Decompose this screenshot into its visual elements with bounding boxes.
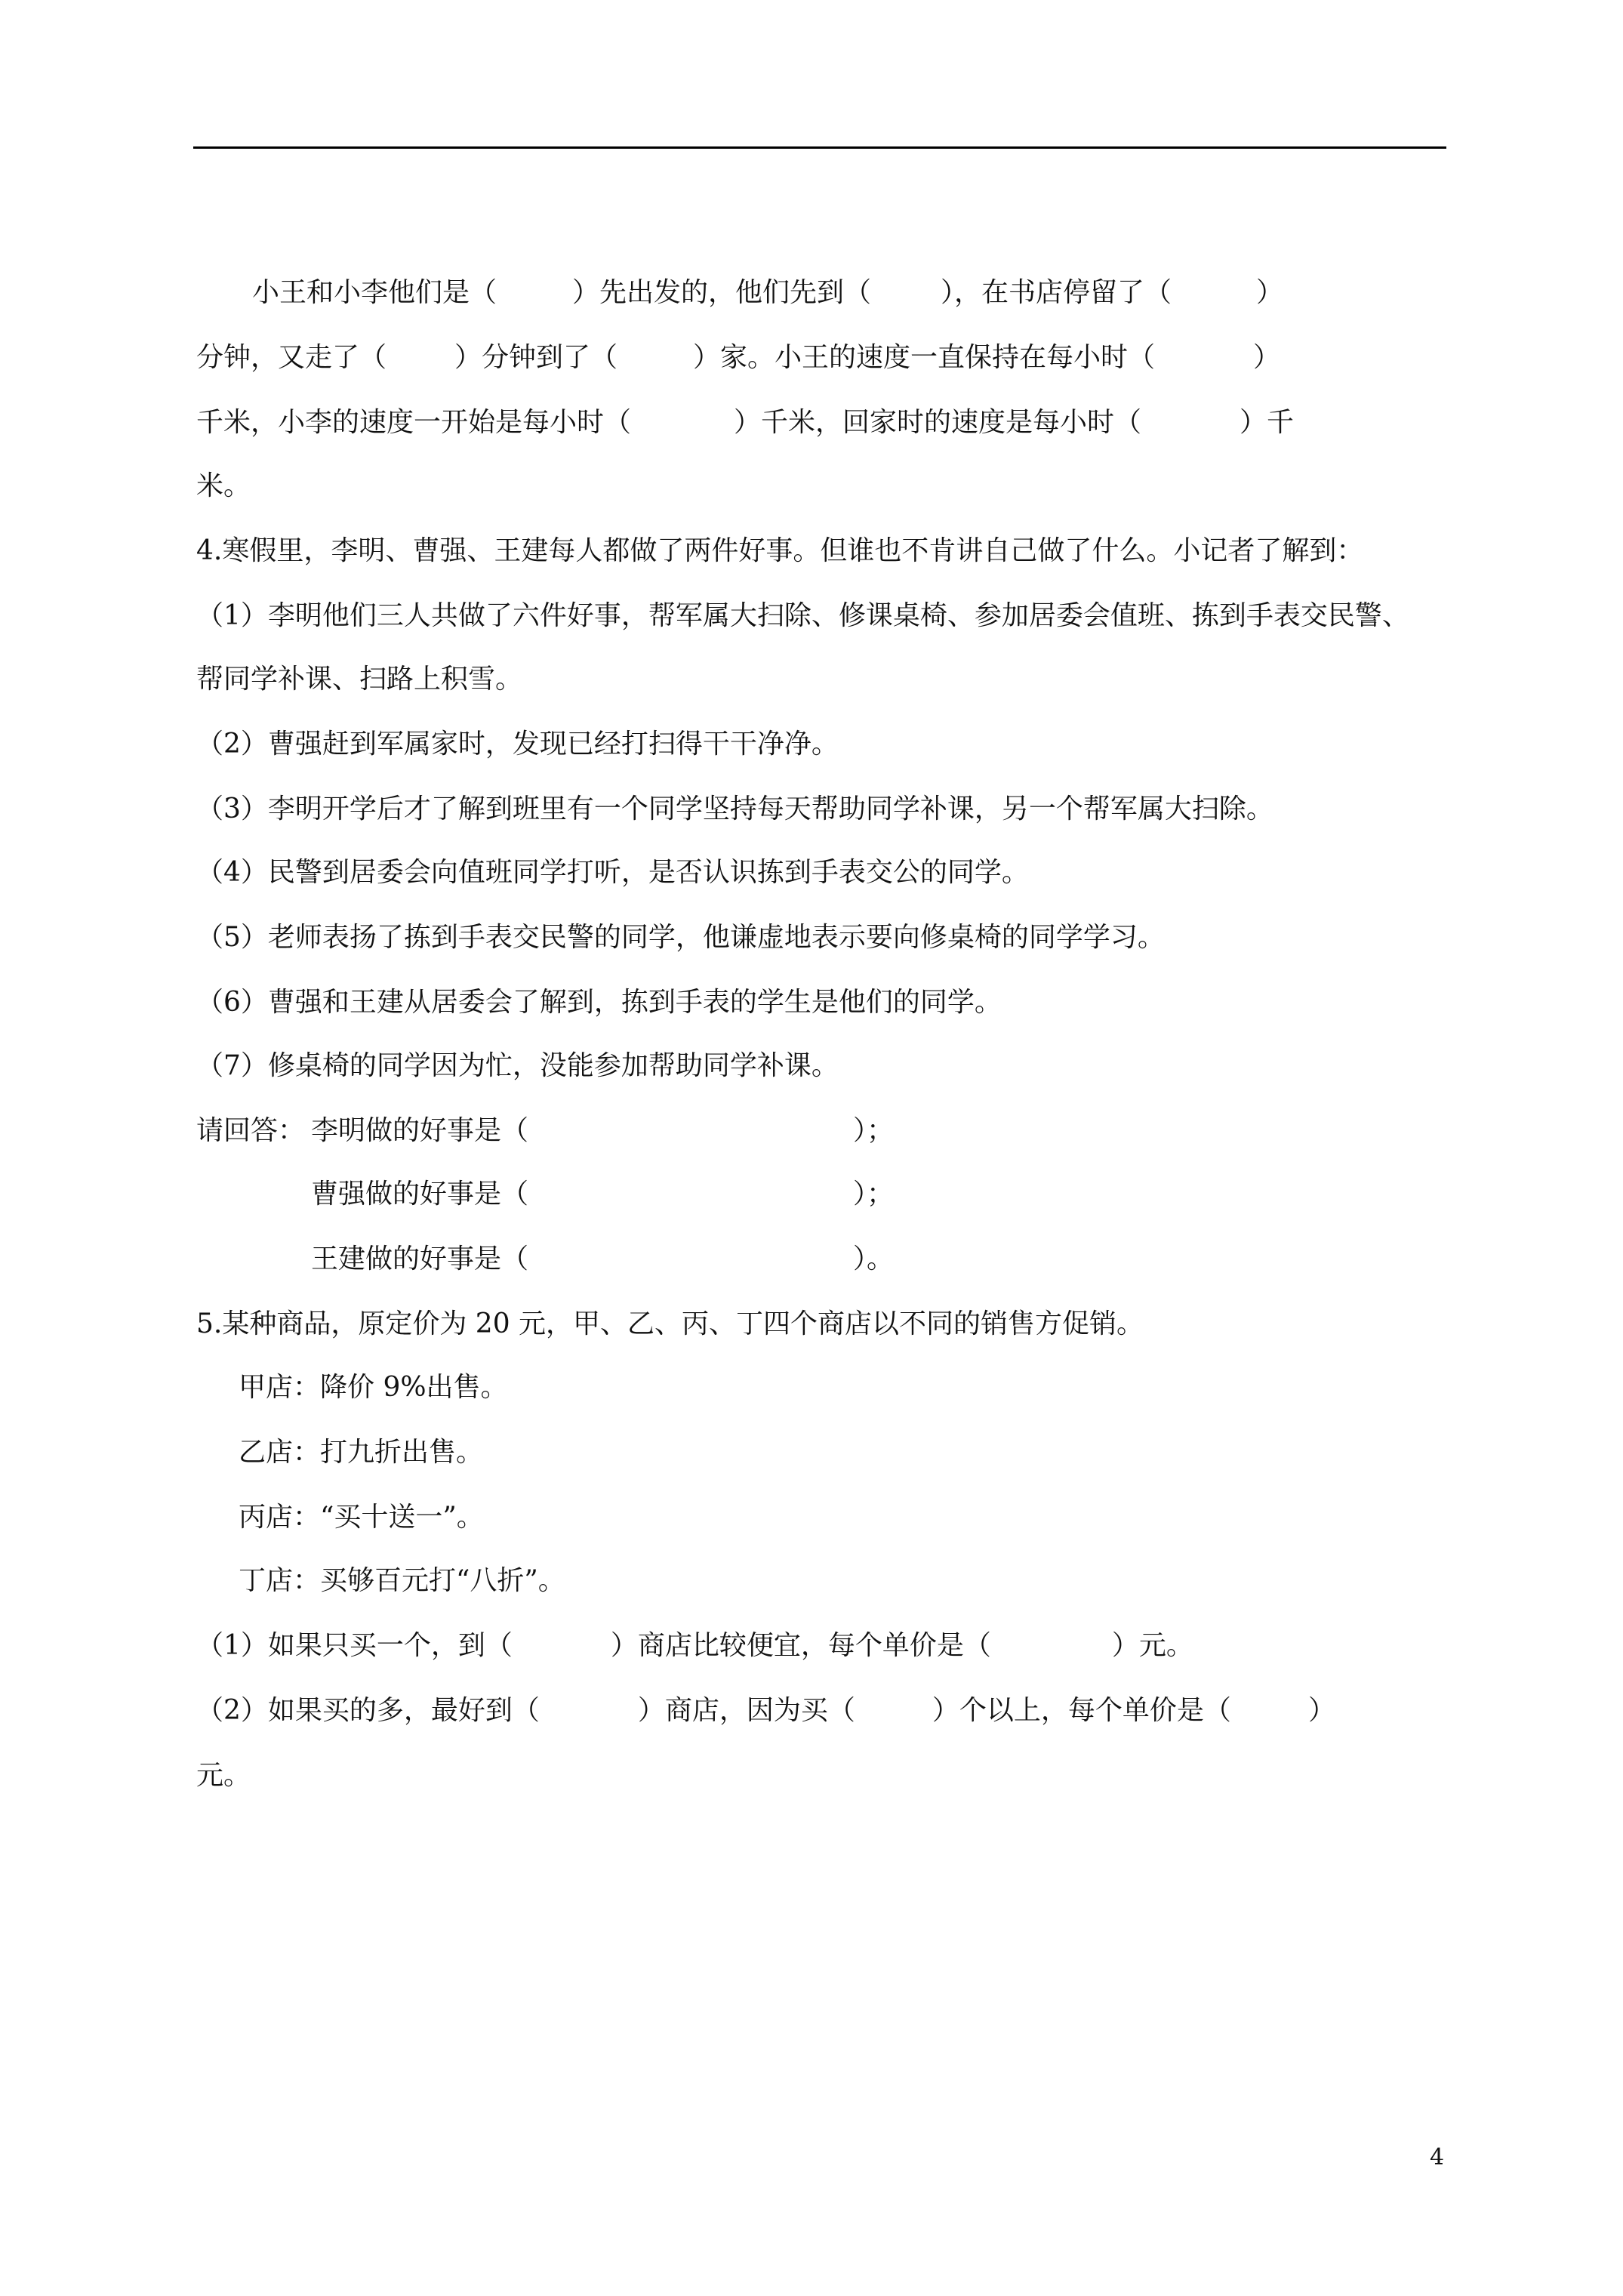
q3-line-1 xyxy=(252,276,1283,310)
q3-text: 千米，小李的速度一开始是每小时（ xyxy=(196,407,632,438)
q5-title: 5.某种商品，原定价为 20 元，甲、乙、丙、丁四个商店以不同的销售方促销。 xyxy=(196,1308,1144,1339)
q4-clue-1b: 帮同学补课、扫路上积雪。 xyxy=(196,664,523,695)
q4-clue-6: （6）曹强和王建从居委会了解到，拣到手表的学生是他们的同学。 xyxy=(196,987,1002,1018)
q3-text: 分钟，又走了（ xyxy=(196,342,387,373)
q4-answer-3 xyxy=(311,1243,894,1276)
q5-text: ）商店比较便宜，每个单价是（ xyxy=(610,1630,991,1661)
q4-clue-1a: （1）李明他们三人共做了六件好事，帮军属大扫除、修课桌椅、参加居委会值班、拣到手表交民警、 xyxy=(196,600,1409,631)
q4-answer-text: 王建做的好事是（ xyxy=(311,1244,529,1274)
q3-text: ）分钟到了（ xyxy=(454,342,618,373)
q4-title: 4.寒假里，李明、曹强、王建每人都做了两件好事。但谁也不肯讲自己做了什么。小记者了解到： xyxy=(196,535,1364,566)
q3-text: ） xyxy=(1253,342,1281,373)
page-number: 4 xyxy=(1430,2144,1445,2171)
q3-line-4: 米。 xyxy=(196,470,251,501)
q3-text: ）千米，回家时的速度是每小时（ xyxy=(734,407,1142,438)
q4-clue-4: （4）民警到居委会向值班同学打听，是否认识拣到手表交公的同学。 xyxy=(196,857,1029,888)
q5-text: （2）如果买的多，最好到（ xyxy=(196,1695,540,1726)
q4-answer-1 xyxy=(311,1114,894,1148)
q4-clue-3: （3）李明开学后才了解到班里有一个同学坚持每天帮助同学补课，另一个帮军属大扫除。 xyxy=(196,794,1273,824)
q4-answer-text: 李明做的好事是（ xyxy=(311,1115,529,1146)
q5-text: ）个以上，每个单价是（ xyxy=(932,1695,1231,1726)
q5-text: （1）如果只买一个，到（ xyxy=(196,1630,513,1661)
q4-clue-2: （2）曹强赶到军属家时，发现已经打扫得干干净净。 xyxy=(196,729,839,760)
header-rule xyxy=(193,146,1446,149)
q5-store-1: 甲店：降价 9%出售。 xyxy=(239,1372,508,1403)
q3-line-3 xyxy=(196,406,1294,439)
q4-answer-label: 请回答： xyxy=(196,1115,306,1146)
q3-text: ），在书店停留了（ xyxy=(941,277,1172,308)
q5-text: ）元。 xyxy=(1111,1630,1193,1661)
q3-text: 小王和小李他们是（ xyxy=(252,277,497,308)
q5-store-4: 丁店：买够百元打“八折”。 xyxy=(239,1565,565,1596)
q3-line-2 xyxy=(196,341,1280,374)
q4-answer-text: ）； xyxy=(853,1179,895,1210)
q5-store-2: 乙店：打九折出售。 xyxy=(239,1437,484,1468)
q4-clue-7: （7）修桌椅的同学因为忙，没能参加帮助同学补课。 xyxy=(196,1050,839,1081)
q5-text: ）商店，因为买（ xyxy=(637,1695,855,1726)
q4-clue-5: （5）老师表扬了拣到手表交民警的同学，他谦虚地表示要向修桌椅的同学学习。 xyxy=(196,922,1165,953)
q3-text: ）家。小王的速度一直保持在每小时（ xyxy=(693,342,1156,373)
q4-answer-2 xyxy=(311,1178,894,1211)
q3-text: ）千 xyxy=(1240,407,1295,438)
q4-answer-text: 曹强做的好事是（ xyxy=(311,1179,529,1210)
q3-text: ）先出发的，他们先到（ xyxy=(572,277,872,308)
q5-text: ） xyxy=(1307,1695,1335,1726)
q5-part-2 xyxy=(196,1694,1335,1727)
q4-answer-text: ）； xyxy=(853,1115,895,1146)
q5-part-1 xyxy=(196,1629,1193,1663)
q4-answer-text: ）。 xyxy=(853,1244,895,1274)
q5-store-3: 丙店：“买十送一”。 xyxy=(239,1502,484,1533)
q3-text: ） xyxy=(1256,277,1284,308)
q5-part-2-end: 元。 xyxy=(196,1760,251,1791)
